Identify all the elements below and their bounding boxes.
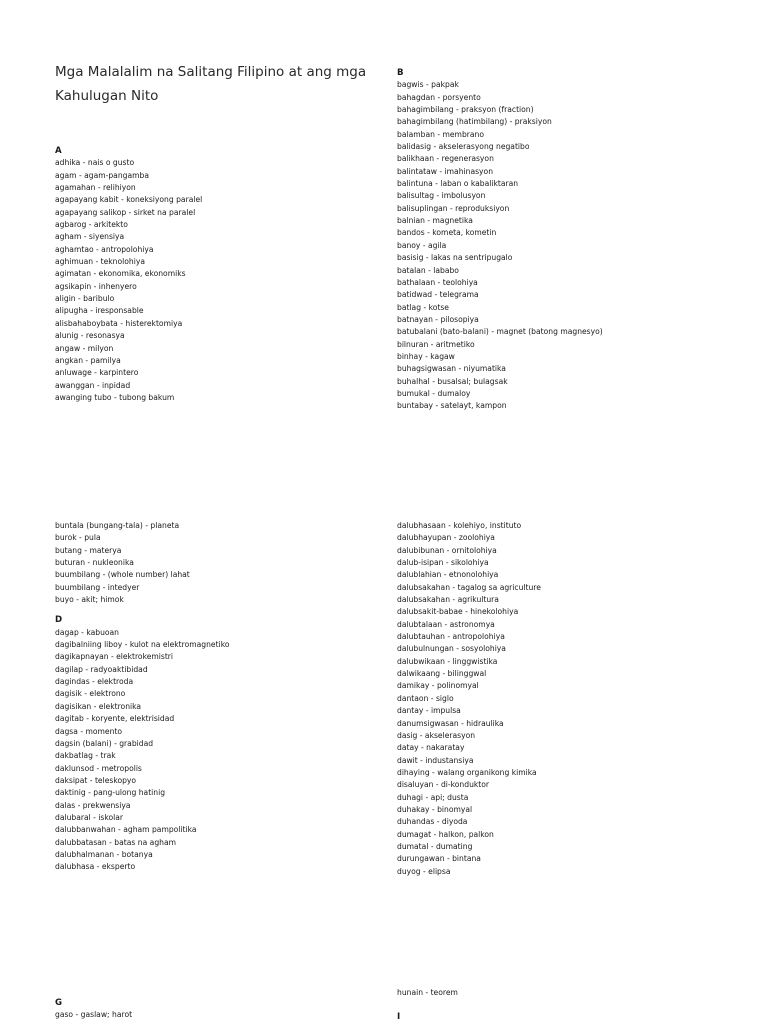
section-letter: I bbox=[397, 1012, 401, 1023]
section-g bbox=[55, 997, 132, 1022]
glossary-entry: dalubsakahan - tagalog sa agriculture bbox=[397, 582, 541, 592]
glossary-entry: duyog - elipsa bbox=[397, 866, 451, 876]
glossary-entry: bahagimbilang (hatimbilang) - praksiyon bbox=[397, 117, 552, 127]
glossary-entry: daklunsod - metropolis bbox=[55, 763, 142, 773]
glossary-entry: dalubsakit-babae - hinekolohiya bbox=[397, 607, 519, 617]
entry-list bbox=[397, 79, 603, 412]
section-letter: B bbox=[397, 68, 404, 78]
glossary-entry: hunain - teorem bbox=[397, 988, 458, 997]
glossary-entry: dakbatlag - trak bbox=[55, 751, 116, 761]
glossary-entry: danumsigwasan - hidraulika bbox=[397, 718, 504, 728]
glossary-entry: binhay - kagaw bbox=[397, 351, 455, 361]
glossary-entry: duhandas - diyoda bbox=[397, 817, 468, 827]
glossary-entry: dalub-isipan - sikolohiya bbox=[397, 558, 489, 568]
glossary-entry: buntabay - satelayt, kampon bbox=[397, 401, 507, 411]
glossary-entry: agamahan - relihiyon bbox=[55, 183, 136, 193]
glossary-entry: angkan - pamilya bbox=[55, 355, 121, 365]
glossary-entry: agham - siyensiya bbox=[55, 232, 125, 242]
glossary-entry: dalubtauhan - antropolohiya bbox=[397, 632, 505, 642]
glossary-entry: dasig - akselerasyon bbox=[397, 730, 476, 740]
glossary-entry: buhagsigwasan - niyumatika bbox=[397, 364, 506, 374]
glossary-entry: awanging tubo - tubong bakum bbox=[55, 392, 175, 402]
glossary-entry: agapayang salikop - sirket na paralel bbox=[55, 207, 196, 217]
glossary-entry: gaso - gaslaw; harot bbox=[55, 1010, 133, 1020]
glossary-entry: balidasig - akselerasyong negatibo bbox=[397, 142, 530, 152]
section-letter: D bbox=[55, 615, 63, 626]
glossary-entry: bahagimbilang - praksyon (fraction) bbox=[397, 105, 534, 115]
section-b bbox=[397, 67, 603, 413]
glossary-entry: batnayan - pilosopiya bbox=[397, 314, 479, 324]
glossary-entry: bumukal - dumaloy bbox=[397, 388, 471, 398]
glossary-entry: balintataw - imahinasyon bbox=[397, 166, 494, 176]
glossary-entry: bathalaan - teolohiya bbox=[397, 277, 478, 287]
glossary-entry: agsikapin - inhenyero bbox=[55, 281, 137, 291]
glossary-entry: aghimuan - teknolohiya bbox=[55, 257, 145, 267]
glossary-entry: bagwis - pakpak bbox=[397, 80, 459, 90]
glossary-entry: duhagi - api; dusta bbox=[397, 792, 469, 802]
entry-list bbox=[397, 987, 458, 999]
section-h-i bbox=[397, 987, 458, 1024]
glossary-entry: dantay - impulsa bbox=[397, 706, 461, 716]
glossary-entry: aligin - baribulo bbox=[55, 294, 115, 304]
glossary-entry: dagisik - elektrono bbox=[55, 689, 126, 699]
glossary-entry: batubalani (bato-balani) - magnet (batong magnesyo) bbox=[397, 327, 603, 337]
glossary-entry: dawit - industansiya bbox=[397, 755, 474, 765]
glossary-entry: buyo - akit; himok bbox=[55, 595, 124, 605]
glossary-entry: balamban - membrano bbox=[397, 129, 485, 139]
glossary-entry: batidwad - telegrama bbox=[397, 290, 479, 300]
glossary-entry: basisig - lakas na sentripugalo bbox=[397, 253, 513, 263]
glossary-entry: agam - agam-pangamba bbox=[55, 170, 149, 180]
glossary-entry: dumatal - dumating bbox=[397, 841, 473, 851]
glossary-entry: dagsa - momento bbox=[55, 726, 123, 736]
glossary-entry: dagisikan - elektronika bbox=[55, 701, 142, 711]
glossary-entry: daktinig - pang-ulong hatinig bbox=[55, 788, 166, 798]
entry-list bbox=[55, 627, 229, 874]
glossary-entry: adhika - nais o gusto bbox=[55, 158, 135, 168]
glossary-entry: dalubbatasan - batas na agham bbox=[55, 837, 177, 847]
glossary-entry: dantaon - siglo bbox=[397, 693, 454, 703]
glossary-entry: dalubhasaan - kolehiyo, instituto bbox=[397, 521, 522, 530]
section-d-continued bbox=[397, 520, 541, 878]
glossary-entry: damikay - polinomyal bbox=[397, 681, 479, 691]
glossary-entry: dagitab - koryente, elektrisidad bbox=[55, 714, 175, 724]
glossary-entry: datay - nakaratay bbox=[397, 743, 465, 753]
glossary-entry: balisultag - imbolusyon bbox=[397, 191, 486, 201]
entry-list bbox=[397, 520, 541, 878]
glossary-entry: balikhaan - regenerasyon bbox=[397, 154, 494, 164]
glossary-entry: durungawan - bintana bbox=[397, 854, 481, 864]
glossary-entry: dalwikaang - bilinggwal bbox=[397, 669, 487, 679]
glossary-entry: alisbahaboybata - histerektomiya bbox=[55, 318, 183, 328]
glossary-entry: dagindas - elektroda bbox=[55, 677, 134, 687]
section-letter: A bbox=[55, 146, 62, 156]
glossary-entry: dalublahian - etnonolohiya bbox=[397, 570, 499, 580]
glossary-entry: dalubhalmanan - botanya bbox=[55, 849, 153, 859]
glossary-entry: angaw - milyon bbox=[55, 343, 114, 353]
glossary-entry: dumagat - halkon, palkon bbox=[397, 829, 494, 839]
glossary-entry: dagap - kabuoan bbox=[55, 627, 119, 637]
section-a bbox=[55, 145, 202, 404]
glossary-entry: dagsin (balani) - grabidad bbox=[55, 738, 154, 748]
glossary-entry: awanggan - inpidad bbox=[55, 380, 131, 390]
glossary-entry: burok - pula bbox=[55, 533, 101, 543]
glossary-entry: batlag - kotse bbox=[397, 302, 449, 312]
glossary-entry: balisuplingan - reproduksiyon bbox=[397, 203, 510, 213]
glossary-entry: dalubhayupan - zoolohiya bbox=[397, 533, 495, 543]
glossary-entry: dalubwikaan - linggwistika bbox=[397, 656, 498, 666]
glossary-entry: agapayang kabit - koneksiyong paralel bbox=[55, 195, 203, 205]
glossary-entry: batalan - lababo bbox=[397, 265, 459, 275]
glossary-entry: butang - materya bbox=[55, 545, 122, 555]
glossary-entry: buhalhal - busalsal; bulagsak bbox=[397, 376, 508, 386]
entry-list bbox=[55, 157, 202, 404]
glossary-entry: agbarog - arkitekto bbox=[55, 220, 128, 230]
glossary-entry: dalubibunan - ornitolohiya bbox=[397, 545, 497, 555]
glossary-entry: dalas - prekwensiya bbox=[55, 800, 131, 810]
glossary-entry: bilnuran - aritmetiko bbox=[397, 339, 475, 349]
glossary-entry: dalubaral - iskolar bbox=[55, 812, 124, 822]
glossary-entry: buumbilang - (whole number) lahat bbox=[55, 570, 190, 580]
entry-list bbox=[55, 520, 229, 606]
glossary-entry: alipugha - iresponsable bbox=[55, 306, 144, 316]
glossary-entry: bahagdan - porsyento bbox=[397, 92, 481, 102]
glossary-entry: dalubhasa - eksperto bbox=[55, 862, 136, 872]
entry-list bbox=[55, 1009, 132, 1021]
glossary-entry: daksipat - teleskopyo bbox=[55, 775, 137, 785]
document-title: Mga Malalalim na Salitang Filipino at ang mga Kahulugan Nito bbox=[55, 64, 367, 104]
glossary-entry: aghamtao - antropolohiya bbox=[55, 244, 154, 254]
glossary-entry: duhakay - binomyal bbox=[397, 804, 473, 814]
glossary-entry: dalubsakahan - agrikultura bbox=[397, 595, 499, 605]
section-letter: G bbox=[55, 998, 63, 1008]
glossary-entry: dagikapnayan - elektrokemistri bbox=[55, 652, 174, 662]
section-b-continued-and-d bbox=[55, 520, 229, 874]
glossary-entry: buturan - nukleonika bbox=[55, 558, 134, 568]
glossary-entry: dalubtalaan - astronomya bbox=[397, 619, 495, 629]
glossary-entry: alunig - resonasya bbox=[55, 331, 125, 341]
glossary-entry: banoy - agila bbox=[397, 240, 447, 250]
glossary-entry: anluwage - karpintero bbox=[55, 368, 139, 378]
glossary-entry: disaluyan - di-konduktor bbox=[397, 780, 490, 790]
glossary-entry: dagibalniing liboy - kulot na elektromagnetiko bbox=[55, 640, 230, 650]
glossary-entry: balnian - magnetika bbox=[397, 216, 473, 226]
glossary-entry: buumbilang - intedyer bbox=[55, 582, 140, 592]
glossary-entry: buntala (bungang-tala) - planeta bbox=[55, 521, 180, 530]
glossary-entry: dagilap - radyoaktibidad bbox=[55, 664, 148, 674]
glossary-entry: dalubbanwahan - agham pampolitika bbox=[55, 825, 197, 835]
glossary-entry: dalubulnungan - sosyolohiya bbox=[397, 644, 506, 654]
glossary-entry: bandos - kometa, kometin bbox=[397, 228, 497, 238]
glossary-entry: dihaying - walang organikong kimika bbox=[397, 767, 537, 777]
glossary-entry: agimatan - ekonomika, ekonomiks bbox=[55, 269, 186, 279]
glossary-entry: balintuna - laban o kabaliktaran bbox=[397, 179, 519, 189]
